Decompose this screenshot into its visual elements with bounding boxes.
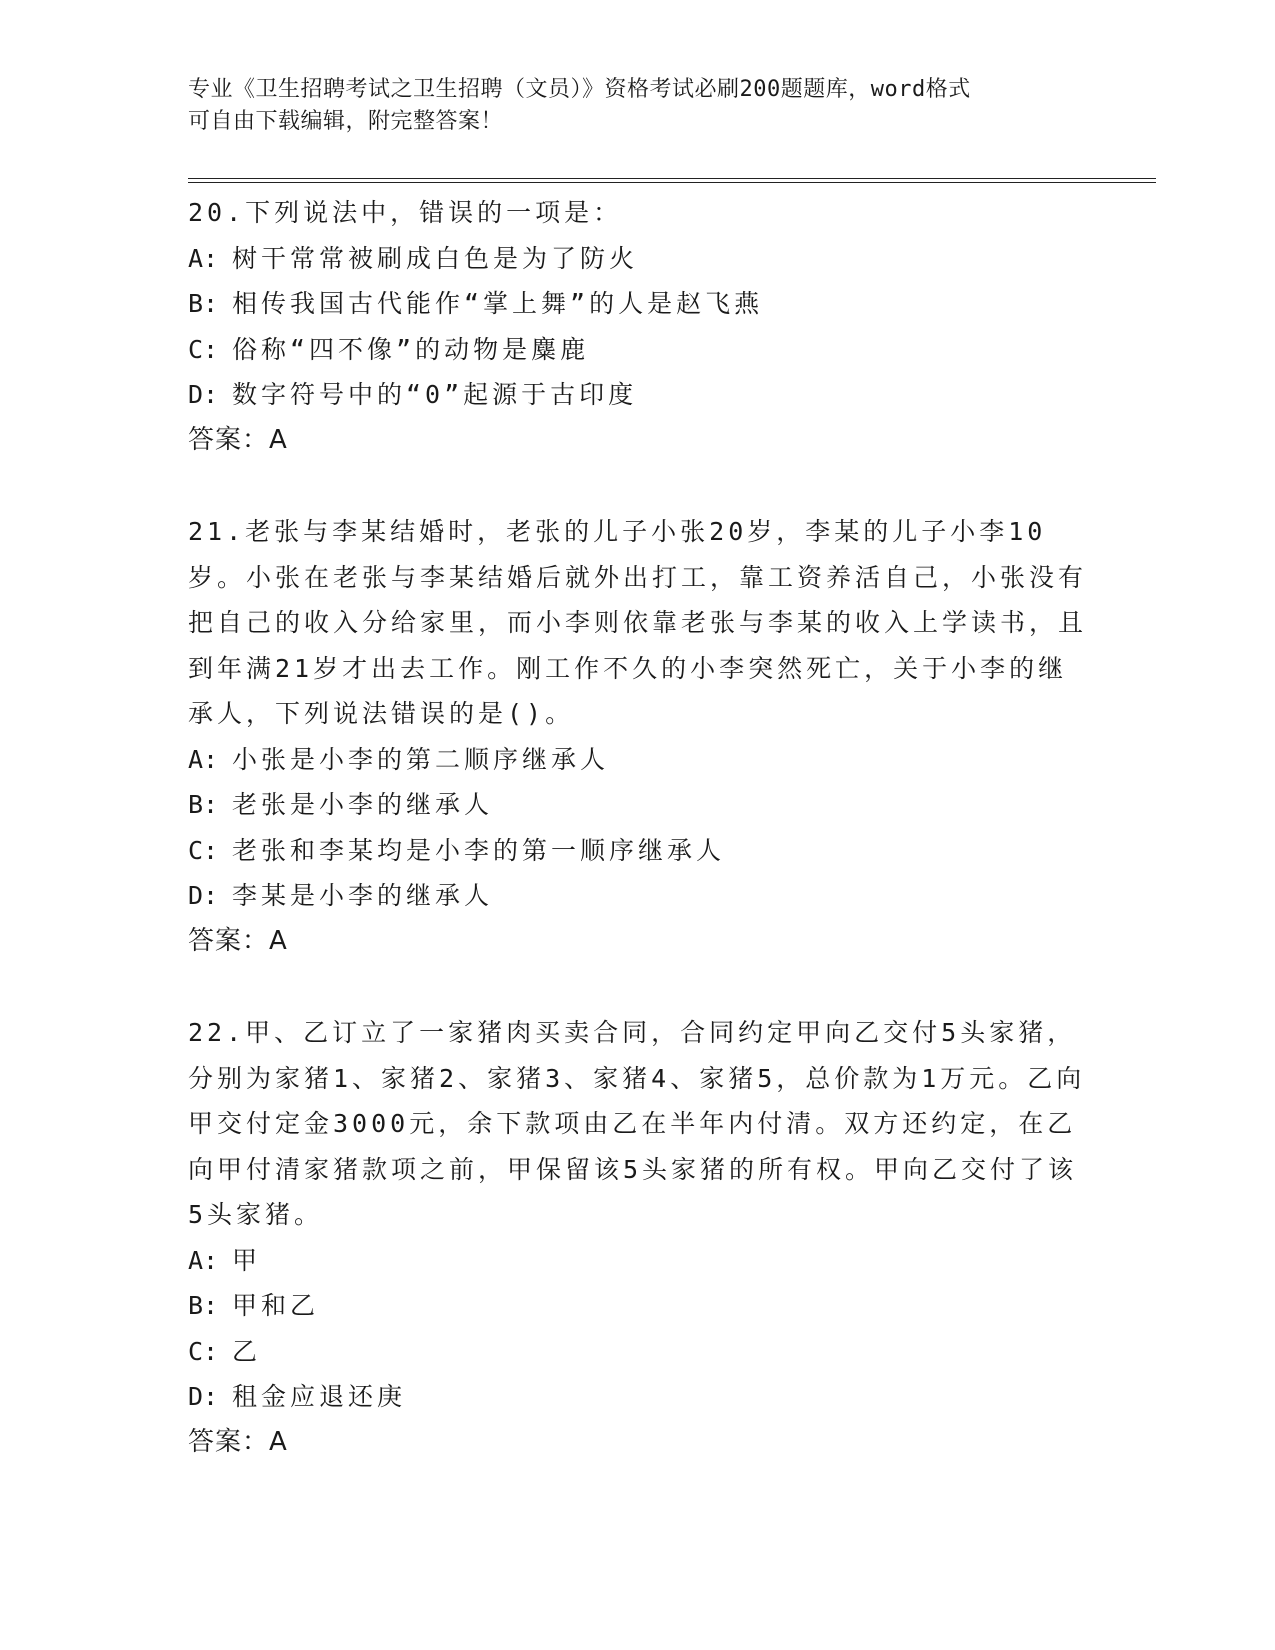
option-text: 老张是小李的继承人 bbox=[232, 790, 494, 819]
option-c bbox=[188, 1329, 1088, 1375]
option-text: 树干常常被刷成白色是为了防火 bbox=[232, 243, 639, 273]
option-text: 小张是小李的第二顺序继承人 bbox=[232, 744, 610, 774]
answer-line: 答案：A bbox=[188, 925, 288, 956]
option-text: 甲和乙 bbox=[232, 1291, 320, 1320]
header-line-1: 专业《卫生招聘考试之卫生招聘（文员）》资格考试必刷200题题库，word格式 bbox=[188, 77, 971, 102]
option-b bbox=[188, 281, 1088, 327]
option-b bbox=[188, 782, 1088, 828]
header-divider bbox=[188, 178, 1156, 179]
page-header bbox=[188, 74, 1068, 138]
option-b bbox=[188, 1283, 1088, 1329]
option-letter: C: bbox=[188, 1336, 219, 1366]
option-a bbox=[188, 236, 1088, 282]
option-letter: A: bbox=[188, 1245, 219, 1275]
option-letter: B: bbox=[188, 790, 219, 819]
question-stem: 22.甲、乙订立了一家猪肉买卖合同，合同约定甲向乙交付5头家猪，分别为家猪1、家猪2、家猪3、家猪4、家猪5，总价款为1万元。乙向甲交付定金3000元，余下款项由乙在半年内付清。双方还约定，在乙向甲付清家猪款项之前，甲保留该5头家猪的所有权。甲向乙交付了该5头家猪。 bbox=[188, 1018, 1086, 1229]
option-text: 俗称“四不像”的动物是麋鹿 bbox=[232, 334, 590, 364]
answer-line: 答案：A bbox=[188, 424, 288, 455]
option-text: 数字符号中的“0”起源于古印度 bbox=[232, 380, 638, 409]
option-text: 租金应退还庚 bbox=[232, 1382, 407, 1411]
option-letter: A: bbox=[188, 744, 219, 774]
header-line-2: 可自由下载编辑，附完整答案！ bbox=[188, 109, 504, 134]
option-a bbox=[188, 1238, 1088, 1284]
option-letter: D: bbox=[188, 380, 219, 409]
option-letter: B: bbox=[188, 1291, 219, 1320]
question-21 bbox=[188, 509, 1088, 964]
question-20 bbox=[188, 190, 1088, 463]
option-letter: A: bbox=[188, 243, 219, 273]
option-letter: D: bbox=[188, 881, 219, 910]
option-letter: C: bbox=[188, 835, 219, 865]
option-a bbox=[188, 737, 1088, 783]
option-c bbox=[188, 327, 1088, 373]
option-text: 相传我国古代能作“掌上舞”的人是赵飞燕 bbox=[232, 289, 764, 318]
question-22 bbox=[188, 1010, 1088, 1465]
answer-line: 答案：A bbox=[188, 1426, 288, 1457]
question-stem: 21.老张与李某结婚时，老张的儿子小张20岁，李某的儿子小李10岁。小张在老张与李某结婚后就外出打工，靠工资养活自己，小张没有把自己的收入分给家里，而小李则依靠老张与李某的收入上学读书，且到年满21岁才出去工作。刚工作不久的小李突然死亡，关于小李的继承人，下列说法错误的是()。 bbox=[188, 517, 1088, 728]
option-letter: C: bbox=[188, 334, 219, 364]
option-letter: B: bbox=[188, 289, 219, 318]
question-stem: 20.下列说法中，错误的一项是： bbox=[188, 198, 623, 227]
option-d bbox=[188, 372, 1088, 418]
option-c bbox=[188, 828, 1088, 874]
option-text: 老张和李某均是小李的第一顺序继承人 bbox=[232, 835, 726, 865]
option-text: 甲 bbox=[232, 1245, 262, 1275]
question-list bbox=[188, 190, 1088, 1511]
option-letter: D: bbox=[188, 1382, 219, 1411]
option-d bbox=[188, 1374, 1088, 1420]
option-text: 李某是小李的继承人 bbox=[232, 881, 494, 910]
option-d bbox=[188, 873, 1088, 919]
option-text: 乙 bbox=[232, 1336, 262, 1366]
